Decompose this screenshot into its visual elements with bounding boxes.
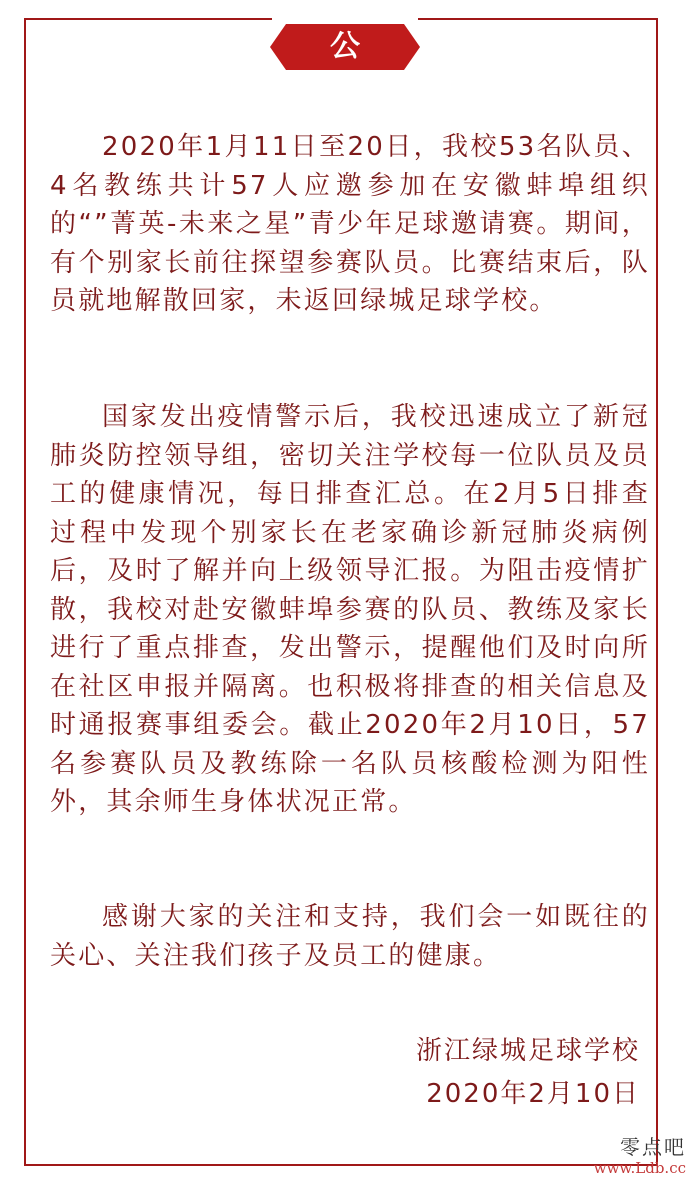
watermark-url: www.Ldb.cc (593, 1159, 686, 1177)
paragraph-text: 2020年1月11日至20日，我校53名队员、4名教练共计57人应邀参加在安徽蚌埠组织的“”菁英-未来之星”青少年足球邀请赛。期间，有个别家长前往探望参赛队员。比赛结束后，队员就地解散回家，未返回绿城足球学校。 (50, 132, 650, 316)
site-watermark (566, 1137, 686, 1176)
notice-title: 公 告 (286, 24, 404, 70)
signature-date: 2020年2月10日 (426, 1079, 640, 1109)
signature-organization: 浙江绿城足球学校 (415, 1036, 640, 1066)
paragraph-text: 国家发出疫情警示后，我校迅速成立了新冠肺炎防控领导组，密切关注学校每一位队员及员工的健康情况，每日排查汇总。在2月5日排查过程中发现个别家长在老家确诊新冠肺炎病例后，及时了解并向上级领导汇报。为阻击疫情扩散，我校对赴安徽蚌埠参赛的队员、教练及家长进行了重点排查，发出警示，提醒他们及时向所在社区申报并隔离。也积极将排查的相关信息及时通报赛事组委会。截止2020年2月10日，57名参赛队员及教练除一名队员核酸检测为阳性外，其余师生身体状况正常。 (50, 402, 650, 817)
notice-paragraph-1 (50, 128, 650, 321)
notice-title-container (272, 18, 418, 110)
watermark-logo: 零点吧 (620, 1135, 686, 1159)
paragraph-text: 感谢大家的关注和支持，我们会一如既往的关心、关注我们孩子及员工的健康。 (50, 902, 650, 971)
notice-paragraph-3 (50, 898, 650, 975)
notice-paragraph-2 (50, 398, 650, 822)
